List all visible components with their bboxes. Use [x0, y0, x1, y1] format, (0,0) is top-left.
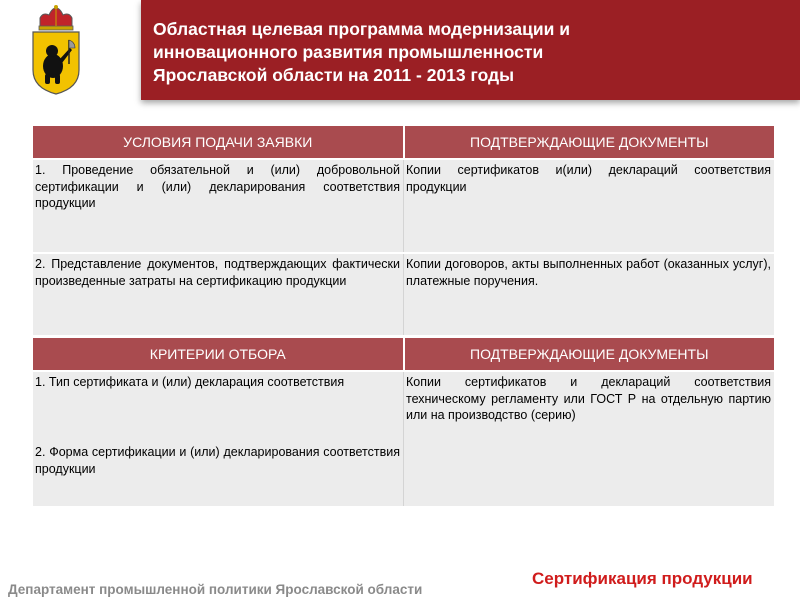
topic-footer: Сертификация продукции — [532, 569, 753, 588]
title-line-3: Ярославской области на 2011 - 2013 годы — [153, 65, 515, 85]
table-header-row — [33, 338, 774, 371]
documents-header: ПОДТВЕРЖДАЮЩИЕ ДОКУМЕНТЫ — [404, 126, 775, 159]
table-cell: 2. Представление документов, подтверждающих фактически произведенные затраты на сертификацию продукции — [33, 253, 404, 335]
documents-header: ПОДТВЕРЖДАЮЩИЕ ДОКУМЕНТЫ — [404, 338, 775, 371]
table-cell: 1. Тип сертификата и (или) декларация соответствия — [33, 371, 404, 442]
conditions-header: УСЛОВИЯ ПОДАЧИ ЗАЯВКИ — [33, 126, 404, 159]
coat-of-arms-icon — [28, 4, 84, 96]
title-line-2: инновационного развития промышленности — [153, 42, 544, 62]
table-header-row — [33, 126, 774, 159]
table-row — [33, 371, 774, 442]
page-title — [153, 18, 793, 87]
criteria-header: КРИТЕРИИ ОТБОРА — [33, 338, 404, 371]
department-footer: Департамент промышленной политики Ярославской области — [8, 582, 423, 597]
crown-icon — [39, 5, 73, 30]
table-cell: Копии сертификатов и деклараций соответствия техническому регламенту или ГОСТ Р на отдельную партию или на производство (серию) — [404, 371, 775, 506]
table-cell: Копии договоров, акты выполненных работ (оказанных услуг), платежные поручения. — [404, 253, 775, 335]
title-line-1: Областная целевая программа модернизации и — [153, 19, 571, 39]
table-cell: 2. Форма сертификации и (или) декларирования соответствия продукции — [33, 442, 404, 506]
conditions-table — [33, 126, 774, 335]
table-row — [33, 159, 774, 253]
header-band — [141, 0, 800, 100]
table-cell: Копии сертификатов и(или) деклараций соответствия продукции — [404, 159, 775, 253]
criteria-table — [33, 338, 774, 506]
table-cell: 1. Проведение обязательной и (или) добровольной сертификации и (или) декларирования соответствия продукции — [33, 159, 404, 253]
table-row — [33, 253, 774, 335]
